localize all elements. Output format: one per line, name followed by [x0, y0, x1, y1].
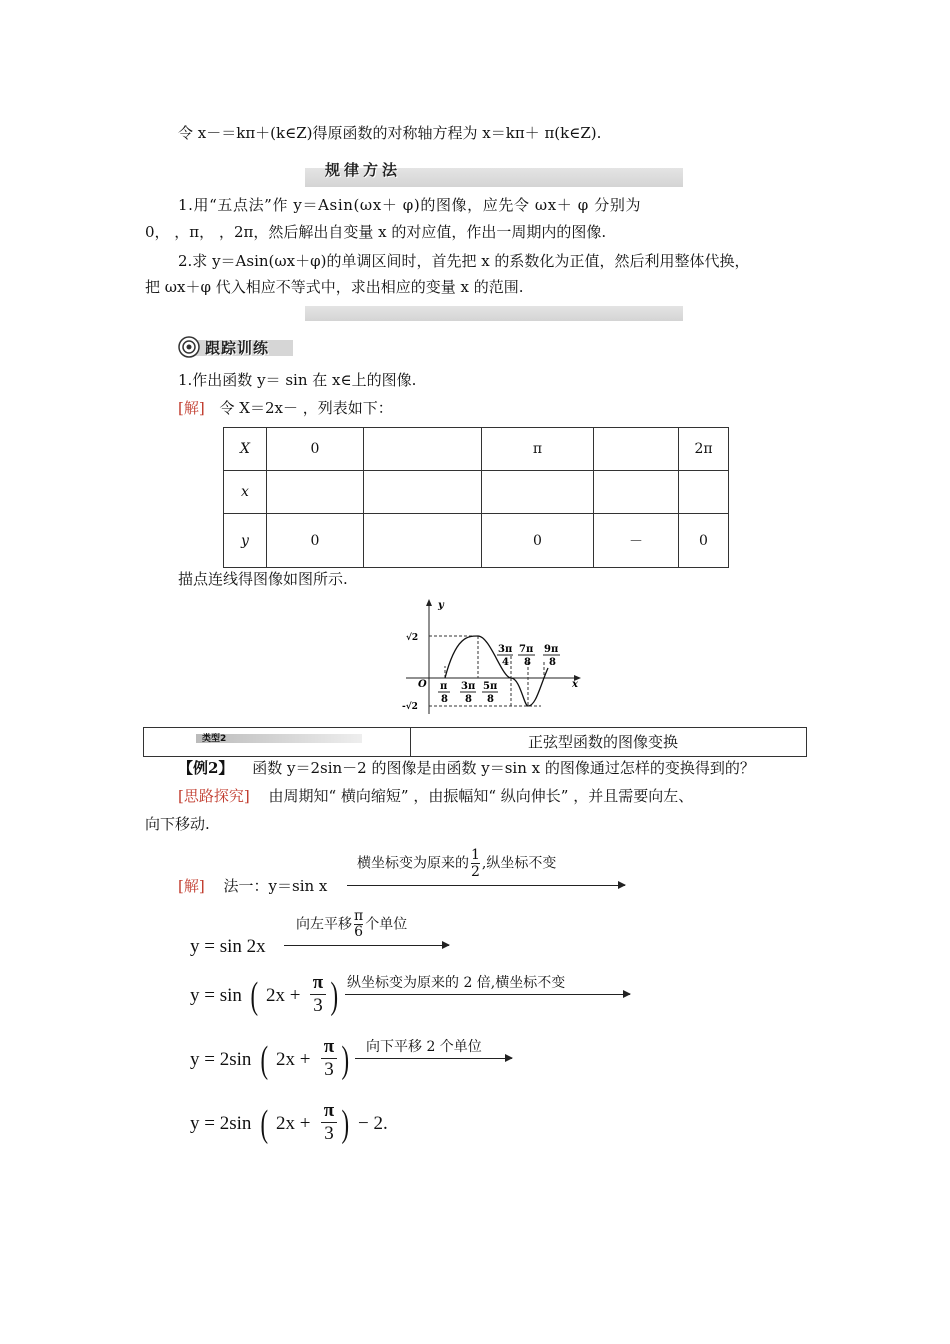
arrow-step2: [284, 945, 449, 946]
table-cell: 0: [267, 514, 364, 568]
arrow-step4: [355, 1058, 512, 1059]
start-expr: y＝sin x: [268, 877, 328, 895]
step1-label-pre: 横坐标变为原来的: [357, 855, 469, 872]
method-band-title: 规律方法: [325, 161, 402, 179]
tick-num: π: [440, 681, 448, 692]
fraction-pi3: [321, 1036, 337, 1081]
tick-label: [543, 644, 560, 668]
paren-left: (: [260, 1039, 269, 1081]
step2-label-pre: 向左平移: [296, 916, 352, 933]
table-cell: [364, 471, 482, 514]
training-band-title: 跟踪训练: [205, 339, 270, 357]
type-title: 正弦型函数的图像变换: [528, 733, 679, 751]
x-axis-label: x: [572, 679, 578, 690]
frac-num: 1: [471, 847, 480, 863]
frac-den: 3: [324, 1059, 334, 1080]
paren-right: ): [330, 975, 339, 1017]
after-table-text: 描点连线得图像如图所示.: [178, 570, 348, 588]
table-cell: π: [482, 428, 594, 471]
table-cell: [679, 471, 729, 514]
table-cell: －: [594, 514, 679, 568]
tick-label: [482, 681, 498, 705]
arrow-step3: [345, 994, 630, 995]
solution-tag: [解]: [178, 399, 205, 417]
tick-num: 3π: [498, 644, 513, 655]
step1-fraction: [471, 847, 480, 880]
hint-tag: [思路探究]: [178, 787, 250, 805]
origin-label: O: [418, 679, 427, 690]
table-cell: x: [224, 471, 267, 514]
expr4-pre: y = 2sin: [190, 1049, 252, 1070]
frac-num: π: [321, 1036, 337, 1059]
step1-label: [357, 847, 556, 880]
value-table: [223, 427, 729, 568]
method-item2-line1: 2.求 y＝Asin(ωx＋φ)的单调区间时，首先把 x 的系数化为正值，然后利用整体代换，: [178, 252, 750, 270]
tick-den: 8: [441, 694, 448, 705]
tick-num: 3π: [461, 681, 476, 692]
y-max-label: √2: [406, 633, 419, 643]
tick-label: [438, 681, 450, 705]
method-item1-line1: 1.用“五点法”作 y＝Asin(ωx＋ φ)的图像，应先令 ωx＋ φ 分别为: [178, 196, 642, 214]
tick-num: 9π: [544, 644, 559, 655]
tick-den: 4: [502, 657, 509, 668]
transform-solution-tag: [解]: [178, 877, 205, 895]
method-item1-line2: 0， ，π， ，2π，然后解出自变量 x 的对应值，作出一周期内的图像.: [145, 223, 607, 241]
expr5-post: − 2.: [358, 1113, 388, 1134]
step2-label-post: 个单位: [365, 916, 408, 933]
frac-num: π: [321, 1100, 337, 1123]
y-axis-label: y: [438, 600, 444, 611]
frac-den: 3: [313, 995, 323, 1016]
table-cell: 0: [267, 428, 364, 471]
step4-label: 向下平移 2 个单位: [366, 1039, 482, 1055]
expr3-pre: y = sin: [190, 985, 242, 1006]
tick-den: 8: [549, 657, 556, 668]
step2-label: [296, 909, 407, 940]
expr3-inner: 2x +: [266, 985, 301, 1006]
method-item2-line2: 把 ωx＋φ 代入相应不等式中，求出相应的变量 x 的范围.: [145, 278, 524, 296]
expr2: y = sin 2x: [190, 936, 266, 957]
type-box: [143, 727, 807, 757]
method-label: 法一：: [223, 877, 269, 895]
y-min-label: -√2: [402, 702, 418, 712]
tick-num: 5π: [483, 681, 498, 692]
paren-right: ): [341, 1039, 350, 1081]
training-band: [178, 336, 293, 358]
example-text: 函数 y＝2sin－2 的图像是由函数 y＝sin x 的图像通过怎样的变换得到的？: [252, 759, 755, 777]
frac-den: 2: [471, 864, 480, 880]
table-cell: [594, 428, 679, 471]
paren-left: (: [260, 1103, 269, 1145]
tick-den: 8: [465, 694, 472, 705]
sine-graph: [398, 596, 588, 718]
step1-label-post: ,纵坐标不变: [481, 855, 557, 872]
frac-num: π: [310, 972, 326, 995]
tick-label: [518, 644, 535, 668]
separator-band: [305, 306, 683, 321]
step3-label: 纵坐标变为原来的 2 倍,横坐标不变: [347, 975, 566, 991]
table-cell: 0: [679, 514, 729, 568]
expr5-pre: y = 2sin: [190, 1113, 252, 1134]
table-cell: [594, 471, 679, 514]
table-cell: [482, 471, 594, 514]
intro-line: 令 x－＝kπ＋(k∈Z)得原函数的对称轴方程为 x＝kπ＋ π(k∈Z).: [178, 124, 602, 142]
fraction-pi3: [321, 1100, 337, 1145]
y-axis-arrow: [426, 599, 432, 606]
table-cell: 0: [482, 514, 594, 568]
expr5-inner: 2x +: [276, 1113, 311, 1134]
type-box-left: [144, 728, 411, 756]
step2-fraction: [354, 909, 363, 940]
tick-num: 7π: [519, 644, 534, 655]
table-cell: X: [224, 428, 267, 471]
table-cell: 2π: [679, 428, 729, 471]
hint-line2: 向下移动.: [145, 815, 210, 833]
expr4-inner: 2x +: [276, 1049, 311, 1070]
type-tag: 类型2: [202, 734, 227, 744]
frac-den: 6: [354, 924, 364, 940]
example-label: 【例2】: [178, 759, 234, 777]
frac-den: 3: [324, 1123, 334, 1144]
arrow-step1: [347, 885, 625, 886]
hint-line1: 由周期知“ 横向缩短” ，由振幅知“ 纵向伸长” ，并且需要向左、: [268, 787, 694, 805]
table-cell: y: [224, 514, 267, 568]
tick-den: 8: [487, 694, 494, 705]
paren-right: ): [341, 1103, 350, 1145]
paren-left: (: [250, 975, 259, 1017]
tick-den: 8: [524, 657, 531, 668]
fraction-pi3: [310, 972, 326, 1017]
frac-num: π: [354, 908, 364, 924]
table-cell: [364, 514, 482, 568]
table-cell: [267, 471, 364, 514]
exercise-question: 1.作出函数 y＝ sin 在 x∈上的图像.: [178, 371, 417, 389]
solution-text: 令 X＝2x－ ，列表如下：: [219, 399, 393, 417]
tick-label: [460, 681, 476, 705]
table-cell: [364, 428, 482, 471]
